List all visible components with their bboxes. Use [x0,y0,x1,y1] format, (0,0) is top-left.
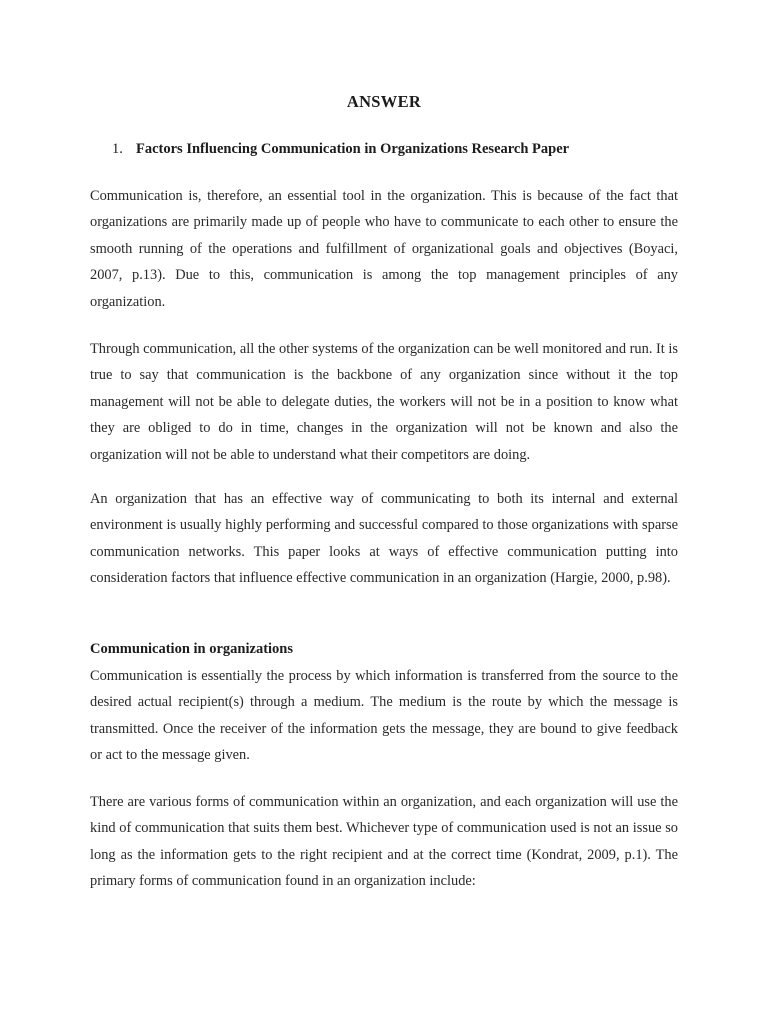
paragraph-1: Communication is, therefore, an essential tool in the organization. This is because of the fact that organizations are primarily made up of people who have to communicate to each other to ensure the smooth running of the operations and fulfillment of organizational goals and objectives (Boyaci, 2007, p.13). Due to this, communication is among the top management principles of any organization. [90,188,678,310]
section-subheading: Communication in organizations [90,641,294,657]
paragraph-2: Through communication, all the other systems of the organization can be well monitored and run. It is true to say that communication is the backbone of any organization since without it the top management will not be able to delegate duties, the workers will not be in a position to know what they are obliged to do in time, changes in the organization will not be known and also the organization will not be able to understand what their competitors are doing. [90,341,679,463]
section-paragraph-2: There are various forms of communication within an organization, and each organization will use the kind of communication that suits them best. Whichever type of communication used is not an issue so long as the information gets to the right recipient and at the correct time (Kondrat, 2009, p.1). The primary forms of communication found in an organization include: [90,794,678,890]
heading-number: 1. [112,141,123,157]
document-title: ANSWER [346,92,422,111]
numbered-heading [112,141,569,158]
section-paragraph-1: Communication is essentially the process by which information is transferred from the source to the desired actual recipient(s) through a medium. The medium is the route by which the message is transmitted. Once the receiver of the information gets the message, they are bound to give feedback or act to the message given. [90,668,678,764]
heading-text: Factors Influencing Communication in Organizations Research Paper [136,141,570,157]
paragraph-3: An organization that has an effective way of communicating to both its internal and external environment is usually highly performing and successful compared to those organizations with sparse communication networks. This paper looks at ways of effective communication putting into consideration factors that influence effective communication in an organization (Hargie, 2000, p.98). [90,491,678,587]
